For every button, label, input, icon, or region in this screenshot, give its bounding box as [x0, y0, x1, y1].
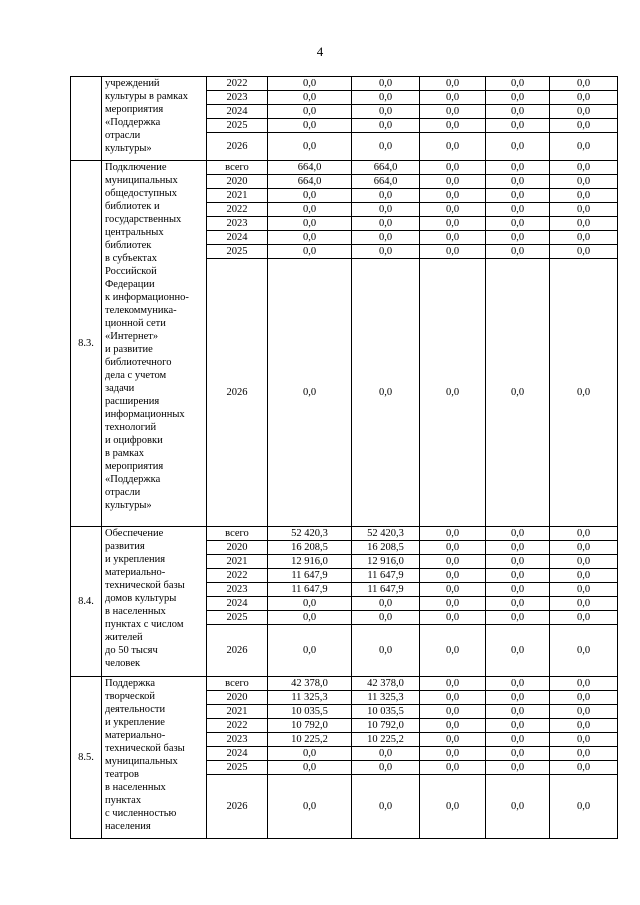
item-name-line: в населенных	[105, 606, 166, 617]
table-row	[71, 77, 618, 91]
table-row	[71, 161, 618, 175]
value-cell: 0,0	[486, 217, 550, 231]
value-cell: 0,0	[550, 733, 618, 747]
item-name-line: учреждений	[105, 78, 160, 89]
value-cell: 0,0	[550, 231, 618, 245]
value-cell: 0,0	[420, 245, 486, 259]
value-cell: 0,0	[268, 105, 352, 119]
year-cell: 2025	[207, 119, 268, 133]
value-cell: 0,0	[420, 189, 486, 203]
year-cell: 2024	[207, 747, 268, 761]
value-cell: 0,0	[268, 203, 352, 217]
value-cell: 0,0	[486, 583, 550, 597]
value-cell: 0,0	[550, 677, 618, 691]
value-cell: 0,0	[486, 203, 550, 217]
value-cell: 0,0	[550, 747, 618, 761]
value-cell: 0,0	[550, 705, 618, 719]
item-name-line: пунктах с числом	[105, 619, 184, 630]
value-cell: 0,0	[420, 719, 486, 733]
year-cell: 2020	[207, 691, 268, 705]
item-number	[71, 77, 102, 161]
value-cell: 0,0	[486, 761, 550, 775]
value-cell: 16 208,5	[352, 541, 420, 555]
item-name-line: с численностью	[105, 808, 177, 819]
value-cell: 0,0	[486, 231, 550, 245]
value-cell: 0,0	[420, 259, 486, 527]
item-name-line: культуры в рамках	[105, 91, 188, 102]
value-cell: 0,0	[550, 541, 618, 555]
item-name-line: телекоммуника-	[105, 305, 177, 316]
value-cell: 0,0	[420, 231, 486, 245]
item-name-line: Подключение	[105, 162, 167, 173]
value-cell: 0,0	[352, 189, 420, 203]
year-cell: 2021	[207, 189, 268, 203]
value-cell: 42 378,0	[268, 677, 352, 691]
item-name-line: в субъектах	[105, 253, 157, 264]
value-cell: 0,0	[486, 719, 550, 733]
value-cell: 0,0	[420, 611, 486, 625]
item-name-line: «Поддержка	[105, 474, 161, 485]
value-cell: 10 225,2	[352, 733, 420, 747]
value-cell: 664,0	[352, 161, 420, 175]
item-name-line: задачи	[105, 383, 135, 394]
value-cell: 0,0	[420, 555, 486, 569]
value-cell: 0,0	[352, 217, 420, 231]
value-cell: 0,0	[550, 259, 618, 527]
value-cell: 0,0	[352, 775, 420, 839]
item-name	[102, 677, 207, 839]
value-cell: 0,0	[486, 597, 550, 611]
value-cell: 664,0	[268, 175, 352, 189]
value-cell: 12 916,0	[352, 555, 420, 569]
value-cell: 0,0	[550, 597, 618, 611]
value-cell: 0,0	[352, 761, 420, 775]
item-name-line: населения	[105, 821, 151, 832]
value-cell: 0,0	[420, 91, 486, 105]
value-cell: 664,0	[352, 175, 420, 189]
value-cell: 0,0	[268, 77, 352, 91]
value-cell: 0,0	[352, 245, 420, 259]
year-cell: 2024	[207, 231, 268, 245]
value-cell: 0,0	[420, 761, 486, 775]
value-cell: 0,0	[486, 91, 550, 105]
item-name-line: библиотек и	[105, 201, 160, 212]
value-cell: 0,0	[268, 761, 352, 775]
value-cell: 0,0	[486, 747, 550, 761]
value-cell: 0,0	[486, 569, 550, 583]
value-cell: 0,0	[420, 203, 486, 217]
year-cell: всего	[207, 527, 268, 541]
item-name-line: культуры»	[105, 143, 152, 154]
value-cell: 42 378,0	[352, 677, 420, 691]
value-cell: 0,0	[352, 231, 420, 245]
value-cell: 11 647,9	[268, 569, 352, 583]
item-name-line: деятельности	[105, 704, 166, 715]
value-cell: 0,0	[550, 625, 618, 677]
value-cell: 0,0	[486, 119, 550, 133]
item-name-line: домов культуры	[105, 593, 177, 604]
value-cell: 52 420,3	[268, 527, 352, 541]
value-cell: 0,0	[268, 597, 352, 611]
value-cell: 0,0	[268, 625, 352, 677]
value-cell: 0,0	[550, 189, 618, 203]
year-cell: 2025	[207, 245, 268, 259]
value-cell: 0,0	[550, 583, 618, 597]
value-cell: 0,0	[420, 119, 486, 133]
item-name-line: в рамках	[105, 448, 144, 459]
item-name-line: «Интернет»	[105, 331, 159, 342]
value-cell: 0,0	[550, 175, 618, 189]
value-cell: 0,0	[486, 775, 550, 839]
value-cell: 0,0	[420, 161, 486, 175]
value-cell: 0,0	[550, 527, 618, 541]
value-cell: 0,0	[420, 105, 486, 119]
item-name-line: ционной сети	[105, 318, 166, 329]
value-cell: 0,0	[550, 555, 618, 569]
value-cell: 0,0	[268, 91, 352, 105]
item-number: 8.5.	[71, 677, 102, 839]
item-name-line: «Поддержка	[105, 117, 161, 128]
value-cell: 0,0	[420, 691, 486, 705]
value-cell: 0,0	[550, 245, 618, 259]
value-cell: 0,0	[420, 583, 486, 597]
value-cell: 0,0	[268, 245, 352, 259]
value-cell: 16 208,5	[268, 541, 352, 555]
year-cell: 2026	[207, 625, 268, 677]
year-cell: 2024	[207, 105, 268, 119]
year-cell: 2021	[207, 705, 268, 719]
value-cell: 0,0	[550, 119, 618, 133]
value-cell: 0,0	[352, 259, 420, 527]
item-name-line: материально-	[105, 730, 166, 741]
value-cell: 0,0	[550, 569, 618, 583]
value-cell: 0,0	[550, 719, 618, 733]
value-cell: 0,0	[420, 541, 486, 555]
year-cell: 2022	[207, 719, 268, 733]
value-cell: 0,0	[352, 119, 420, 133]
item-name-line: отрасли	[105, 487, 141, 498]
value-cell: 0,0	[420, 597, 486, 611]
year-cell: 2022	[207, 203, 268, 217]
value-cell: 0,0	[486, 705, 550, 719]
item-name-line: и укрепление	[105, 717, 165, 728]
item-name-line: к информационно-	[105, 292, 189, 303]
year-cell: всего	[207, 161, 268, 175]
item-name-line: технологий	[105, 422, 157, 433]
item-name-line: муниципальных	[105, 175, 178, 186]
item-name-line: мероприятия	[105, 104, 164, 115]
item-name-line: Поддержка	[105, 678, 155, 689]
value-cell: 12 916,0	[268, 555, 352, 569]
value-cell: 0,0	[420, 77, 486, 91]
item-name-line: муниципальных	[105, 756, 178, 767]
value-cell: 11 325,3	[352, 691, 420, 705]
value-cell: 11 325,3	[268, 691, 352, 705]
value-cell: 0,0	[550, 91, 618, 105]
value-cell: 0,0	[420, 569, 486, 583]
value-cell: 0,0	[352, 597, 420, 611]
item-name-line: Российской	[105, 266, 157, 277]
value-cell: 0,0	[486, 245, 550, 259]
value-cell: 0,0	[486, 733, 550, 747]
item-name-line: государственных	[105, 214, 182, 225]
value-cell: 0,0	[486, 677, 550, 691]
item-name-line: человек	[105, 658, 141, 669]
year-cell: 2026	[207, 775, 268, 839]
value-cell: 0,0	[268, 119, 352, 133]
item-name-line: развития	[105, 541, 145, 552]
value-cell: 0,0	[268, 259, 352, 527]
item-name-line: материально-	[105, 567, 166, 578]
value-cell: 0,0	[268, 217, 352, 231]
value-cell: 664,0	[268, 161, 352, 175]
value-cell: 10 035,5	[268, 705, 352, 719]
item-name-line: и оцифровки	[105, 435, 163, 446]
value-cell: 0,0	[550, 105, 618, 119]
value-cell: 52 420,3	[352, 527, 420, 541]
value-cell: 0,0	[550, 611, 618, 625]
value-cell: 0,0	[486, 555, 550, 569]
item-name-line: в населенных	[105, 782, 166, 793]
value-cell: 0,0	[420, 527, 486, 541]
year-cell: 2022	[207, 77, 268, 91]
value-cell: 0,0	[550, 217, 618, 231]
value-cell: 0,0	[420, 625, 486, 677]
budget-table	[70, 76, 618, 839]
value-cell: 0,0	[420, 705, 486, 719]
year-cell: 2020	[207, 541, 268, 555]
item-name-line: расширения	[105, 396, 160, 407]
value-cell: 0,0	[550, 77, 618, 91]
item-name-line: информационных	[105, 409, 185, 420]
value-cell: 0,0	[486, 541, 550, 555]
value-cell: 10 035,5	[352, 705, 420, 719]
value-cell: 0,0	[420, 677, 486, 691]
item-name-line: технической базы	[105, 580, 185, 591]
item-name-line: пунктах	[105, 795, 142, 806]
value-cell: 0,0	[486, 691, 550, 705]
value-cell: 0,0	[486, 133, 550, 161]
table-row	[71, 677, 618, 691]
item-name-line: общедоступных	[105, 188, 177, 199]
value-cell: 11 647,9	[352, 569, 420, 583]
item-name-line: жителей	[105, 632, 143, 643]
item-name-line: мероприятия	[105, 461, 164, 472]
year-cell: 2020	[207, 175, 268, 189]
value-cell: 0,0	[486, 105, 550, 119]
value-cell: 10 792,0	[352, 719, 420, 733]
value-cell: 0,0	[268, 189, 352, 203]
year-cell: 2023	[207, 91, 268, 105]
item-name-line: Обеспечение	[105, 528, 164, 539]
year-cell: 2021	[207, 555, 268, 569]
value-cell: 0,0	[486, 175, 550, 189]
year-cell: 2026	[207, 259, 268, 527]
value-cell: 10 792,0	[268, 719, 352, 733]
value-cell: 0,0	[268, 133, 352, 161]
table-row	[71, 527, 618, 541]
value-cell: 0,0	[268, 747, 352, 761]
value-cell: 0,0	[420, 133, 486, 161]
value-cell: 0,0	[550, 761, 618, 775]
value-cell: 0,0	[352, 133, 420, 161]
value-cell: 0,0	[420, 217, 486, 231]
year-cell: 2025	[207, 761, 268, 775]
value-cell: 0,0	[420, 747, 486, 761]
value-cell: 0,0	[486, 161, 550, 175]
value-cell: 0,0	[486, 189, 550, 203]
item-number: 8.3.	[71, 161, 102, 527]
value-cell: 0,0	[420, 775, 486, 839]
value-cell: 0,0	[550, 691, 618, 705]
year-cell: 2023	[207, 583, 268, 597]
item-name	[102, 77, 207, 161]
value-cell: 0,0	[550, 203, 618, 217]
page-number: 4	[316, 44, 324, 59]
year-cell: 2025	[207, 611, 268, 625]
value-cell: 0,0	[486, 259, 550, 527]
year-cell: 2022	[207, 569, 268, 583]
value-cell: 0,0	[486, 527, 550, 541]
item-name-line: технической базы	[105, 743, 185, 754]
item-name-line: театров	[105, 769, 139, 780]
value-cell: 0,0	[486, 611, 550, 625]
item-name-line: культуры»	[105, 500, 152, 511]
item-name-line: дела с учетом	[105, 370, 167, 381]
value-cell: 0,0	[420, 175, 486, 189]
value-cell: 0,0	[486, 625, 550, 677]
item-name	[102, 161, 207, 527]
item-name-line: центральных	[105, 227, 164, 238]
value-cell: 0,0	[420, 733, 486, 747]
item-name-line: библиотек	[105, 240, 152, 251]
item-name-line: библиотечного	[105, 357, 172, 368]
item-name-line: отрасли	[105, 130, 141, 141]
year-cell: 2024	[207, 597, 268, 611]
item-name-line: и развитие	[105, 344, 153, 355]
year-cell: всего	[207, 677, 268, 691]
value-cell: 0,0	[550, 775, 618, 839]
value-cell: 10 225,2	[268, 733, 352, 747]
value-cell: 0,0	[352, 203, 420, 217]
value-cell: 0,0	[352, 611, 420, 625]
value-cell: 0,0	[352, 77, 420, 91]
value-cell: 0,0	[486, 77, 550, 91]
value-cell: 0,0	[352, 91, 420, 105]
value-cell: 0,0	[550, 161, 618, 175]
year-cell: 2023	[207, 217, 268, 231]
item-name	[102, 527, 207, 677]
item-name-line: творческой	[105, 691, 156, 702]
value-cell: 0,0	[268, 231, 352, 245]
value-cell: 0,0	[550, 133, 618, 161]
year-cell: 2026	[207, 133, 268, 161]
value-cell: 0,0	[268, 611, 352, 625]
item-name-line: до 50 тысяч	[105, 645, 158, 656]
value-cell: 11 647,9	[268, 583, 352, 597]
item-number: 8.4.	[71, 527, 102, 677]
item-name-line: Федерации	[105, 279, 155, 290]
item-name-line: и укрепления	[105, 554, 166, 565]
year-cell: 2023	[207, 733, 268, 747]
value-cell: 0,0	[352, 747, 420, 761]
value-cell: 0,0	[352, 625, 420, 677]
value-cell: 0,0	[268, 775, 352, 839]
value-cell: 11 647,9	[352, 583, 420, 597]
value-cell: 0,0	[352, 105, 420, 119]
